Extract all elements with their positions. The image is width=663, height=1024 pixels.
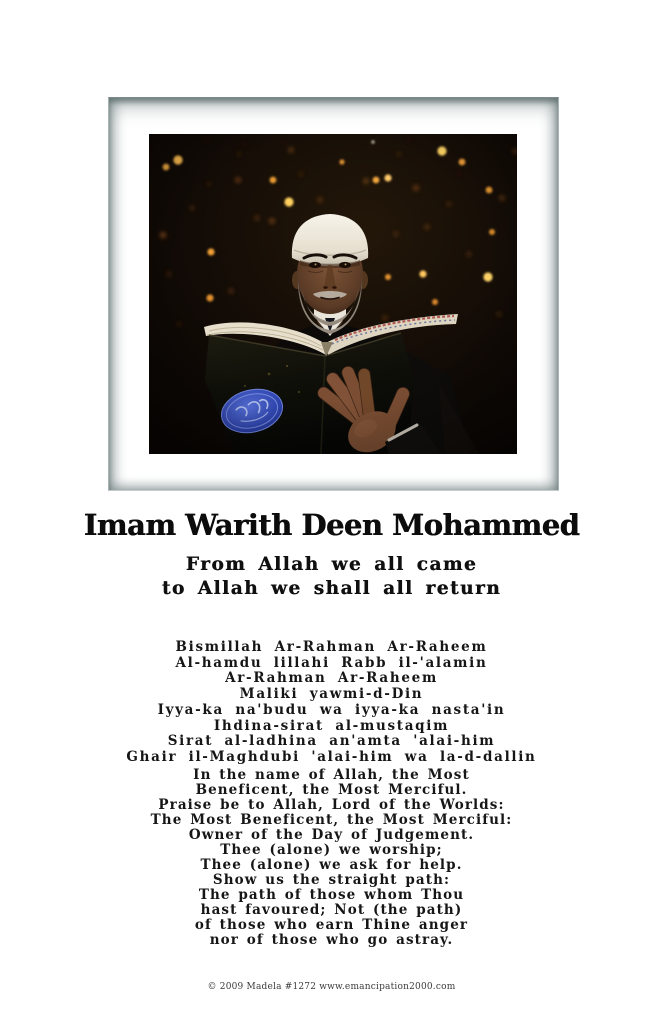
translation-line: Show us the straight path: [212, 872, 451, 888]
transliteration-line: Maliki yawmi-d-Din [239, 686, 424, 703]
vignette [149, 134, 517, 454]
transliteration-line: Ghair il-Maghdubi 'alai-him wa la-d-dallin [126, 748, 537, 765]
transliteration-line: Ihdina-sirat al-mustaqim [213, 717, 450, 734]
translation-line: hast favoured; Not (the path) [200, 902, 463, 918]
portrait-illustration [149, 134, 517, 454]
translation-line: Thee (alone) we worship; [220, 842, 443, 858]
epitaph [0, 553, 663, 601]
fatiha-transliteration [0, 640, 663, 766]
epitaph-line: From Allah we all came [185, 554, 478, 575]
transliteration-line: Sirat al-ladhina an'amta 'alai-him [167, 733, 496, 750]
translation-line: The path of those whom Thou [198, 887, 465, 903]
translation-line: nor of those who go astray. [209, 932, 454, 948]
photo-frame [108, 97, 559, 491]
page-title: Imam Warith Deen Mohammed [83, 508, 580, 542]
epitaph-line: to Allah we shall all return [161, 578, 502, 599]
transliteration-line: Bismillah Ar-Rahman Ar-Raheem [175, 639, 488, 655]
copyright-line: © 2009 Madela #1272 www.emancipation2000.com [207, 982, 456, 992]
fatiha-translation [0, 768, 663, 948]
imam-portrait-photo [149, 134, 517, 454]
transliteration-line: Ar-Rahman Ar-Raheem [225, 670, 438, 687]
translation-line: Owner of the Day of Judgement. [188, 827, 475, 843]
translation-line: In the name of Allah, the Most [193, 767, 470, 783]
translation-line: Beneficent, the Most Merciful. [195, 782, 468, 798]
translation-line: of those who earn Thine anger [194, 917, 469, 933]
transliteration-line: Al-hamdu lillahi Rabb il-'alamin [175, 654, 488, 671]
translation-line: The Most Beneficent, the Most Merciful: [150, 812, 513, 828]
translation-line: Thee (alone) we ask for help. [200, 857, 463, 873]
translation-line: Praise be to Allah, Lord of the Worlds: [158, 797, 505, 813]
transliteration-line: Iyya-ka na'budu wa iyya-ka nasta'in [157, 701, 506, 718]
